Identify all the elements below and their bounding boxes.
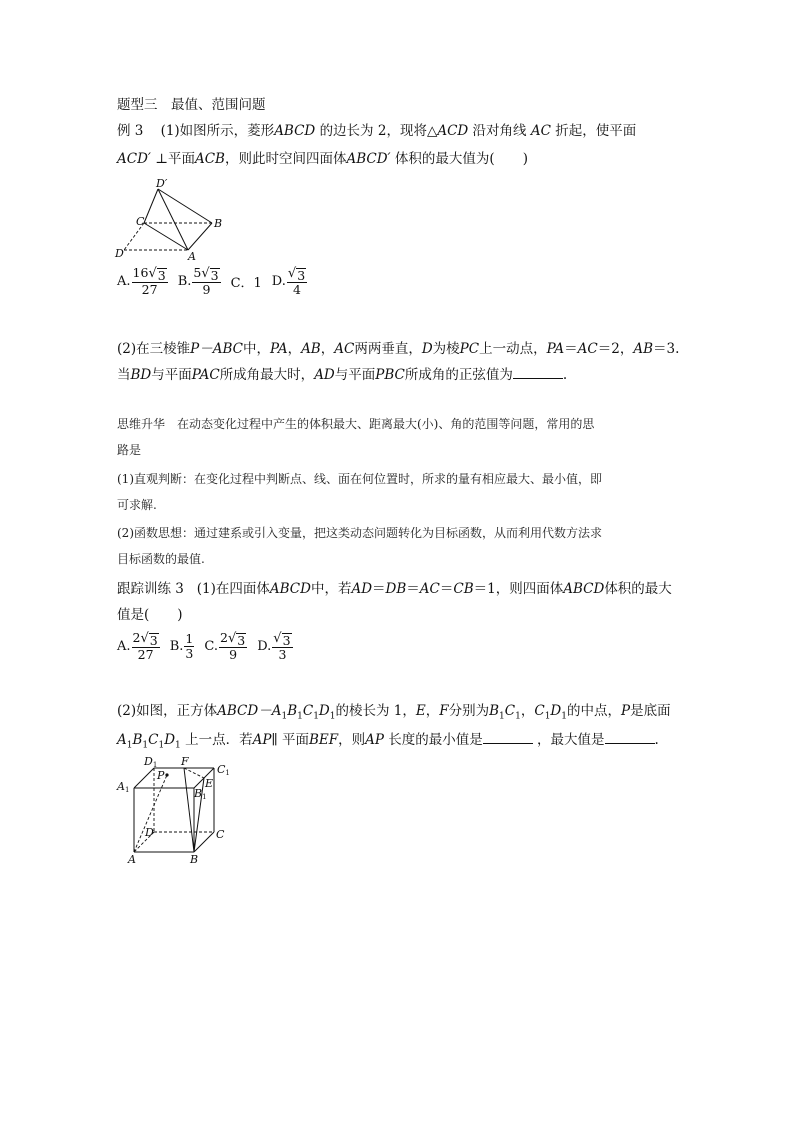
text: 长度的最小值是 [388, 732, 483, 748]
numerator: 1 [185, 631, 194, 646]
radicand: 3 [237, 633, 246, 648]
label-e: E [205, 777, 214, 790]
text: ＝ [439, 581, 454, 597]
math: AD [314, 367, 335, 383]
math: PA [546, 341, 565, 357]
text: (1)如图所示，菱形 [160, 123, 275, 139]
text: ＝ [564, 341, 578, 357]
text: 的边长为 2，现将△ [319, 123, 438, 139]
cube-figure [114, 756, 238, 868]
text: 两两垂直， [354, 341, 422, 357]
text: 分别为 [448, 703, 490, 719]
radicand: 3 [297, 268, 306, 283]
label-d: D [115, 247, 124, 260]
summary-line2: 路是 [117, 443, 142, 457]
track3-part1-line2 [117, 606, 183, 624]
math: C [504, 703, 516, 719]
subscript: 1 [499, 711, 505, 722]
text: ， [520, 703, 535, 719]
subscript: 1 [126, 740, 133, 751]
subscript: 1 [158, 740, 165, 751]
math: PA [269, 341, 288, 357]
option-b[interactable] [170, 632, 195, 661]
fraction: √ 3 3 [273, 631, 291, 662]
text: ∥ 平面 [271, 732, 309, 748]
math: AC [419, 581, 440, 597]
math: AB [301, 341, 321, 357]
coef: 2 [132, 630, 141, 645]
summary-line5: (2)函数思想：通过建系或引入变量，把这类动态问题转化为目标函数，从而利用代数方法求 [117, 526, 603, 540]
option-letter: A. [117, 274, 131, 289]
math-ac: AC [530, 123, 551, 139]
math: AC [577, 341, 598, 357]
denominator: 27 [137, 647, 154, 662]
fraction: 16 √ 3 27 [132, 265, 166, 297]
text: ＝3. [653, 341, 680, 357]
option-c[interactable] [231, 272, 262, 291]
option-letter: B. [177, 274, 192, 289]
subscript: 1 [281, 711, 288, 722]
math-abcdp: ABCD′ [346, 151, 391, 167]
denominator: 3 [185, 646, 194, 661]
math: AC [334, 341, 355, 357]
summary-line1: 思维升华 在动态变化过程中产生的体积最大、距离最大(小)、角的范围等问题，常用的思 [117, 417, 595, 431]
label-a: A [188, 250, 196, 262]
summary-line3: (1)直观判断：在变化过程中判断点、线、面在何位置时，所求的量有相应最大、最小值，即 [117, 472, 603, 486]
option-b[interactable] [178, 266, 221, 297]
point-p [165, 773, 168, 776]
label-b: B [214, 217, 223, 230]
edge-a1-d1 [134, 768, 154, 788]
text: ， [320, 341, 335, 357]
track-label: 跟踪训练 3 [117, 581, 184, 597]
option-a[interactable] [117, 631, 160, 662]
math: B [489, 703, 500, 719]
subscript: 1 [515, 711, 521, 722]
text: 为棱 [432, 341, 460, 357]
math: DB [385, 581, 407, 597]
fraction: 2 √ 3 27 [132, 630, 158, 662]
answer-blank-min[interactable] [483, 731, 533, 744]
text: 沿对角线 [472, 123, 527, 139]
text: 中，若 [310, 581, 352, 597]
option-letter: D. [271, 274, 286, 289]
edge-f-b [184, 768, 194, 852]
option-d[interactable] [257, 631, 292, 662]
label-f: F [181, 756, 189, 768]
math: D [164, 732, 176, 748]
text: . [562, 367, 568, 383]
math: PAC [191, 367, 220, 383]
text: ， [425, 703, 440, 719]
math: F [439, 703, 449, 719]
subscript: 1 [142, 740, 149, 751]
math: AB [633, 341, 654, 357]
subscript: 1 [313, 711, 319, 722]
text: (2)在三棱锥 [117, 341, 191, 357]
fraction: 2 √ 3 9 [220, 630, 246, 662]
option-d[interactable] [272, 266, 307, 297]
edge-b-a [188, 223, 212, 250]
label-a1: A1 [117, 780, 130, 794]
track3-options [117, 631, 303, 662]
text: 是底面 [630, 703, 671, 719]
text: 所成角最大时， [219, 367, 315, 383]
math: B [287, 703, 298, 719]
math-abcd: ABCD [274, 123, 316, 139]
option-letter: A. [117, 639, 131, 654]
example3-part1-line1 [117, 122, 636, 140]
track3-part2-line2 [117, 731, 659, 755]
label-d1: D1 [144, 756, 158, 769]
label-c: C [136, 215, 145, 228]
option-a[interactable] [117, 266, 168, 297]
label-c1: C1 [217, 763, 230, 777]
subscript: 1 [297, 711, 303, 722]
text: 上一点．若 [185, 732, 253, 748]
math: B [132, 732, 143, 748]
text: . [654, 732, 659, 748]
radicand: 3 [149, 633, 158, 648]
text: ＝2， [597, 341, 634, 357]
label-p: P [157, 769, 165, 782]
math: E [415, 703, 426, 719]
text: ， [287, 341, 302, 357]
math: D [318, 703, 330, 719]
text: ) [177, 607, 183, 623]
track3-part2-line1 [117, 702, 671, 726]
label-dprime: D′ [156, 178, 168, 190]
example3-options [117, 266, 317, 297]
text: 上一动点， [479, 341, 547, 357]
label-b: B [190, 853, 199, 866]
subscript: 1 [544, 711, 551, 722]
subscript: 1 [561, 711, 567, 722]
math: D [550, 703, 562, 719]
text: 与平面 [151, 367, 192, 383]
fraction [184, 632, 194, 661]
text: 与平面 [334, 367, 376, 383]
math: PC [459, 341, 480, 357]
answer-blank-max[interactable] [605, 731, 655, 744]
summary-line4: 可求解. [117, 498, 157, 512]
subscript: 1 [329, 711, 336, 722]
example3-part2-line2 [117, 366, 567, 384]
denominator: 27 [141, 282, 158, 297]
text: 当 [117, 367, 131, 383]
edge-f-e [184, 768, 204, 778]
text: ＝ [372, 581, 386, 597]
math: AP [252, 732, 272, 748]
example3-part1-line2 [117, 150, 528, 168]
math-acb: ACB [194, 151, 225, 167]
coef: 16 [132, 265, 149, 280]
text: 的中点， [566, 703, 621, 719]
math: PBC [375, 367, 405, 383]
text: ⊥平面 [155, 151, 195, 167]
math: ABCD [269, 581, 311, 597]
text: ，则 [338, 732, 366, 748]
label-b1: B1 [194, 787, 207, 801]
math: P [620, 703, 631, 719]
math: D [421, 341, 433, 357]
text: 中， [242, 341, 270, 357]
fraction: √ 3 4 [287, 266, 306, 297]
fraction: 5 √ 3 9 [193, 265, 219, 297]
text: (2)如图，正方体 [117, 703, 218, 719]
radicand: 3 [210, 268, 219, 283]
math: A [117, 732, 127, 748]
math: BEF [308, 732, 339, 748]
math: C [302, 703, 314, 719]
text: 体积的最大 [604, 581, 672, 597]
edge-b-c [194, 832, 214, 852]
math: ABCD [563, 581, 605, 597]
denominator: 9 [229, 647, 238, 662]
option-letter: C. [204, 639, 218, 654]
label-a: A [128, 853, 136, 866]
math: C [148, 732, 159, 748]
text: ＝ [406, 581, 420, 597]
math-acdp: ACD′ [117, 151, 151, 167]
example-label: 例 3 [117, 123, 144, 139]
radicand: 3 [282, 633, 291, 648]
track3-part1-line1 [117, 580, 672, 598]
math: C [534, 703, 545, 719]
option-letter: B. [169, 639, 184, 654]
math: CB [453, 581, 474, 597]
text: ) [522, 151, 528, 167]
option-c[interactable] [204, 631, 247, 662]
option-letter: C．1 [230, 276, 262, 291]
coef: 2 [220, 630, 228, 645]
text: ，最大值是 [537, 732, 605, 748]
text: 值是( [117, 607, 150, 623]
answer-blank[interactable] [513, 366, 563, 379]
summary-line6: 目标函数的最值. [117, 552, 205, 566]
radicand: 3 [157, 268, 166, 283]
text: (1)在四面体 [196, 581, 270, 597]
text: ＝1，则四面体 [473, 581, 564, 597]
section-title: 题型三 最值、范围问题 [117, 97, 266, 113]
subscript: 1 [175, 740, 181, 751]
denominator: 3 [278, 647, 287, 662]
text: 体积的最大值为( [394, 151, 495, 167]
math: ABCD－A [217, 703, 282, 719]
text: ，则此时空间四面体 [224, 151, 347, 167]
example3-part2-line1 [117, 340, 679, 358]
segment-a-p [134, 775, 167, 852]
math-acd: ACD [437, 123, 469, 139]
denominator: 4 [293, 282, 301, 297]
option-letter: D. [257, 639, 272, 654]
rhombus-fold-figure [112, 178, 230, 262]
edge-dp-c [144, 189, 158, 223]
label-c: C [216, 828, 225, 841]
text: 的棱长为 1， [335, 703, 416, 719]
math: AP [365, 732, 384, 748]
label-d: D [145, 826, 154, 839]
coef: 5 [193, 265, 202, 280]
math: P－ABC [190, 341, 243, 357]
text: 折起，使平面 [555, 123, 637, 139]
denominator: 9 [202, 282, 211, 297]
math: AD [351, 581, 373, 597]
text: 所成角的正弦值为 [404, 367, 513, 383]
math: BD [130, 367, 152, 383]
